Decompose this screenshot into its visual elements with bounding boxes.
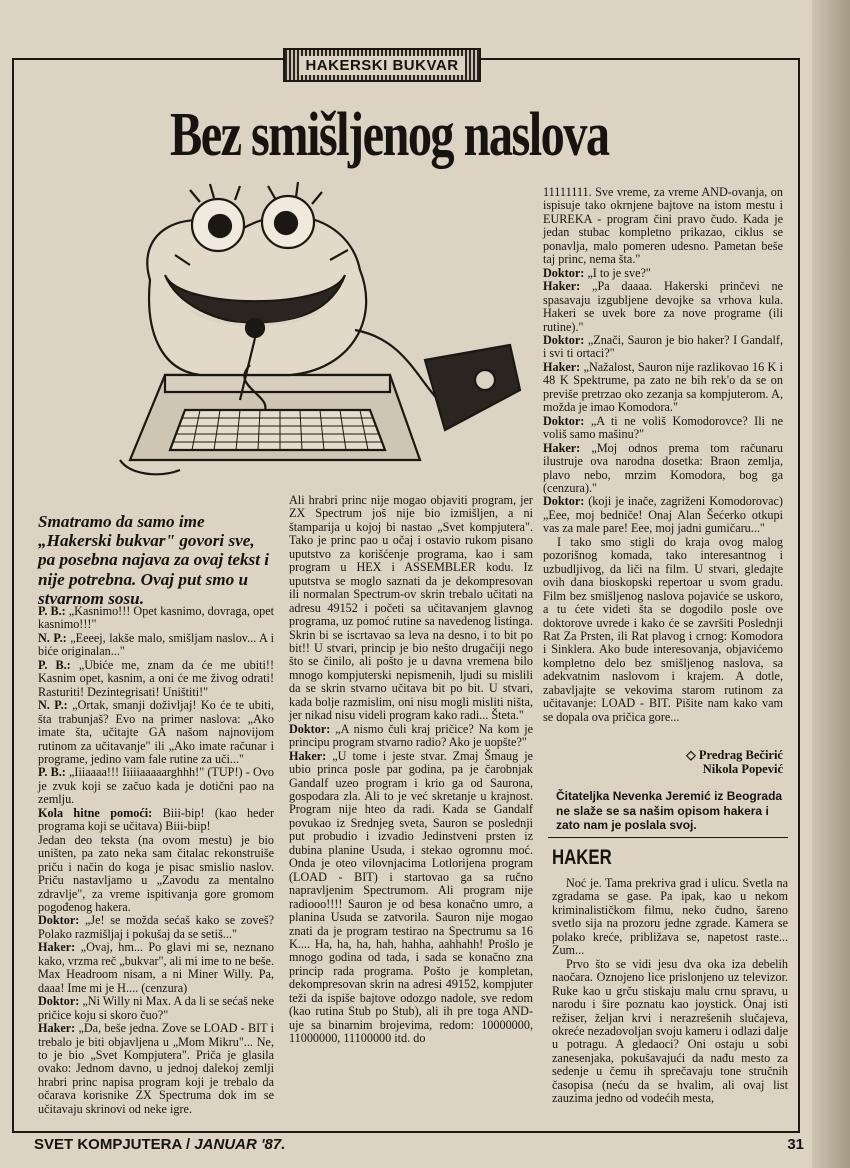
- dialogue-line: Kola hitne pomoći: Biii-bip! (kao heder programa koji se učitava) Biii-biip!: [38, 805, 275, 834]
- dialogue-line: Haker: „Da, beše jedna. Zove se LOAD - BIT i trebalo je biti objavljena u „Mom Mikru"... Ne, to je bio „Svet Kompjutera". Priča je glasila ovako: Jednom davno, u jednoj dalekoj zemlji hrabri princ napisa program koji je trebalo da očarava korisnike ZX Spectruma dok im se učitavaju skrinovi od neke igre.: [38, 1021, 274, 1116]
- sub-headline: HAKER: [552, 846, 612, 869]
- article-headline: Bez smišljenog naslova: [170, 101, 609, 169]
- paragraph: Jedan deo teksta (na ovom mestu) je bio uništen, pa zato neka sam čitalac rekonstruiše priču i način do koga je pisac smislio naslov. Priču nastavljamo u „Zavodu za mentalno zdravlje", za vreme ispitivanja gore gromom pogođenog hakera.: [38, 832, 274, 914]
- divider: [548, 837, 788, 838]
- dialogue-line: Doktor: „Je! se možda sećaš kako se zoveš? Polako razmišljaj i pokušaj da se setiš...": [38, 913, 275, 941]
- dialogue-line: Doktor: „I to je sve?": [543, 265, 651, 280]
- dialogue-line: Haker: „Pa daaaa. Hakerski prinčevi ne spasavaju izgubljene devojke sa vrhova kula. Hakeri se uvek bore za nove programe (ili rutine).": [543, 279, 783, 334]
- paragraph: Prvo što se vidi jesu dva oka iza debelih naočara. Oznojeno lice prislonjeno uz televizor. Ruke kao u grču stiskaju malu crnu spravu, u narodu i šire poznatu kao joystick. Onaj isti režiser, željan krvi i nerazrešenih slučajeva, okreće nezadovoljan svoju kameru i odlazi dalje u potragu. A gledaoci? Oni ostaju u sobi zanesenjaka, pokušavajući da nađu mesto za sedenje u čemu ih sprečavaju tone stručnih časopisa (neću da se hvalim, ali ovaj list zauzima jedno od vodećih mesta,: [552, 956, 788, 1106]
- section-tab: [283, 48, 481, 82]
- hacker-cartoon-illustration: [90, 160, 530, 490]
- page-footer: [34, 1136, 804, 1156]
- page-edge: [812, 0, 850, 1168]
- dialogue-line: Doktor: „A ti ne voliš Komodorovce? Ili ne voliš samo mašinu?": [543, 413, 783, 442]
- author-signature: [543, 748, 783, 776]
- intro-lead: Smatramo da samo ime „Hakerski bukvar" govori sve, pa posebna najava za ovaj tekst i nije potrebna. Ovaj put smo u stvarnom sosu.: [38, 512, 270, 608]
- dialogue-line: N. P.: „Eeeej, lakše malo, smišljam naslov... A i biće originalan...": [38, 630, 275, 659]
- dialogue-line: Haker: „Moj odnos prema tom računaru ilustruje ova narodna dosetka: Braon zemlja, plavo nebo, mrzim Komodora, bog ga (cenzura).": [543, 440, 784, 495]
- reader-note: Čitateljka Nevenka Jeremić iz Beograda ne slaže se sa našim opisom hakera i zato nam je poslala svoj.: [556, 789, 783, 832]
- dialogue-line: Doktor: „Ni Willy ni Max. A da li se sećaš neke pričice koju si skoro čuo?": [38, 994, 274, 1022]
- column-4: [552, 877, 788, 1106]
- column-2: [289, 494, 533, 1046]
- magazine-issue: SVET KOMPJUTERA / JANUAR '87.: [34, 1136, 286, 1153]
- column-1: [38, 605, 274, 1116]
- column-3: [543, 186, 783, 724]
- dialogue-line: P. B.: „Ubiće me, znam da će me ubiti!! Kasnim opet, kasnim, a oni će me živog odrati! Rasturiti! Dezintegrisati! Uništiti!": [38, 657, 274, 699]
- issue-date: JANUAR '87.: [194, 1136, 286, 1153]
- dialogue-line: N. P.: „Ortak, smanji doživljaj! Ko će te ubiti, šta trabunjaš? Evo na primer naslova: „Ako imate šta, učitajte GA našom najnovijom rutinom za učitavanje" ili „Ako imate računar i programe, jedino vam fale rutine za uči...": [38, 698, 275, 766]
- magazine-title: SVET KOMPJUTERA: [34, 1136, 182, 1153]
- page-number: 31: [787, 1136, 804, 1153]
- dialogue-line: P. B.: „Iiiaaaa!!! Iiiiiaaaaarghhh!" (TUP!) - Ovo je zvuk koji se začuo kada je dotični pao na zemlju.: [38, 765, 275, 807]
- paragraph: I tako smo stigli do kraja ovog malog pozorišnog komada, tako interesantnog i uzbudljivog, da liči na film. U stvari, gledajte ovih dana bioskopski repertoar u svom gradu. Film bez smišljenog naslova pojaviće se uskoro, a tu ćete videti šta se dogodilo posle ove doktorove uvrede i kako će se završiti Poslednji Rat Za Prsten, ili Rat plavog i crnog: Komodora i Sinklera. Ako bude interesovanja, objavićemo kompletno delo bez smišljenog naslova, sa adekvatnim naslovom i krajem. A dotle, zabavljajte se vekovima starom rutinom za učitavanje: LOAD - BIT. Pišite nam kako vam se dopala ova pričica gore...: [543, 534, 783, 724]
- author-1: ◇ Predrag Bečirić: [686, 748, 783, 762]
- author-2: Nikola Popević: [702, 762, 783, 776]
- dialogue-line: Doktor: „A nismo čuli kraj pričice? Na kom je principu program stvarno radio? Ako je uopšte?": [289, 721, 534, 750]
- paragraph: Noć je. Tama prekriva grad i ulicu. Svetla na zgradama se gase. Pa ipak, kao u nekom kriminalističkom filmu, neko čudno, šareno svetlo sija na prozoru jedne zgrade. Kamera se polako kreće, približava se, napetost raste... Zum...: [552, 876, 788, 958]
- paragraph: Ali hrabri princ nije mogao objaviti program, jer ZX Spectrum još nije bio izmišljen, a ni štamparija u kojoj bi nastao „Svet kompjutera". Tako je princ pao u očaj i ostavio rukom pisano uputstvo za korišćenje programa, kao i sam program u HEX i ASSEMBLER kodu. Iz uputstva se moglo saznati da je dekompresovan ili normalan Spectrum-ov skrin trebalo učitati na adresu 49152 i početi sa učitavanjem glavnog programa, uz pomoć rutine sa navedenog listinga. Skrin bi se iscrtavao sa leva na desno, i to bit po bit!! U stvari, princip je bio nešto drugačiji nego što se činilo, ali pošto je u davna vremena bilo mnogo kompjuterski nepismenih, ljudi su mislili da se skrin stvarno učitava bit po bit. U stvari, kada bolje razmislim, oni nisu mogli misliti ništa, jer nikad nisu videli program kako radi... Šteta.": [289, 493, 533, 723]
- paragraph: 11111111. Sve vreme, za vreme AND-ovanja, on ispisuje tako okrnjene bajtove na istom mestu i EUREKA - program čini pravo čudo. Kada je jedan stubac kompletno prikazao, ciklus se ponavlja, malo pomeren udesno. Pametan beše taj princ, nema šta.": [543, 185, 783, 267]
- dialogue-line: Doktor: „Znači, Sauron je bio haker? I Gandalf, i svi ti ortaci?": [543, 332, 783, 361]
- dialogue-line: Haker: „U tome i jeste stvar. Zmaj Šmaug je ubio princa posle par godina, pa je čarobnjak Gandalf uzeo program i krio ga od Saurona, gospodara zla. Ali to je već skretanje u krajnost. Program nije hteo da radi. Kada se Gandalf povukao iz Srednjeg sveta, Sauron se poslednji put probudio i izvadio Jedinstveni prsten iz dubina planine Usuda, i stekao ogromnu moć. Onda je oteo vilovnjacima Lotlorijena program (LOAD - BIT) i startovao ga sa ručno napravljenim Spectrumom. Ali program nije radiooo!!!! Sauron je od besa konačno umro, a planina Usuda se zatvorila. Sauron nije mogao znati da je program testirao na Spectrumu sa 16 K.... Ha, ha, ha, hah, hahha, aahhahh! Prošlo je mnogo godina od tada, i sada se konačno zna princip rada programa. Pošto je kompletan, dekompresovan skrin na adresi 49152, kompjuter teži da ispiše bajtove odozgo nadole, sve redom (kao rutina Stub po Stub), ali ih pre toga AND-uje sa binarnim brojevima, redom: 10000000, 11000000, 11100000 itd. do: [289, 748, 534, 1046]
- dialogue-line: P. B.: „Kasnimo!!! Opet kasnimo, dovraga, opet kasnimo!!!": [38, 604, 274, 632]
- dialogue-line: Haker: „Ovaj, hm... Po glavi mi se, neznano kako, vrzma reč „bukvar", ali mi ime to ne beše. Max Headroom nisam, a ni Miner Willy. Pa, daaa! Ime mi je H.... (cenzura): [38, 940, 275, 995]
- dialogue-line: Haker: „Nažalost, Sauron nije razlikovao 16 K i 48 K Spektrume, pa zato ne bih rek'o da se on previše pretrzao oko zezanja sa kompjuterom. A, možda je imao Komodora.": [543, 359, 783, 415]
- dialogue-line: Doktor: (koji je inače, zagriženi Komodorovac) „Eee, moj bedniče! Onaj Alan Šećerko otkupi vas za male pare! Eee, moj jadni gumičaru...": [543, 494, 783, 536]
- section-label: HAKERSKI BUKVAR: [299, 56, 464, 75]
- footer-divider: [12, 1131, 800, 1133]
